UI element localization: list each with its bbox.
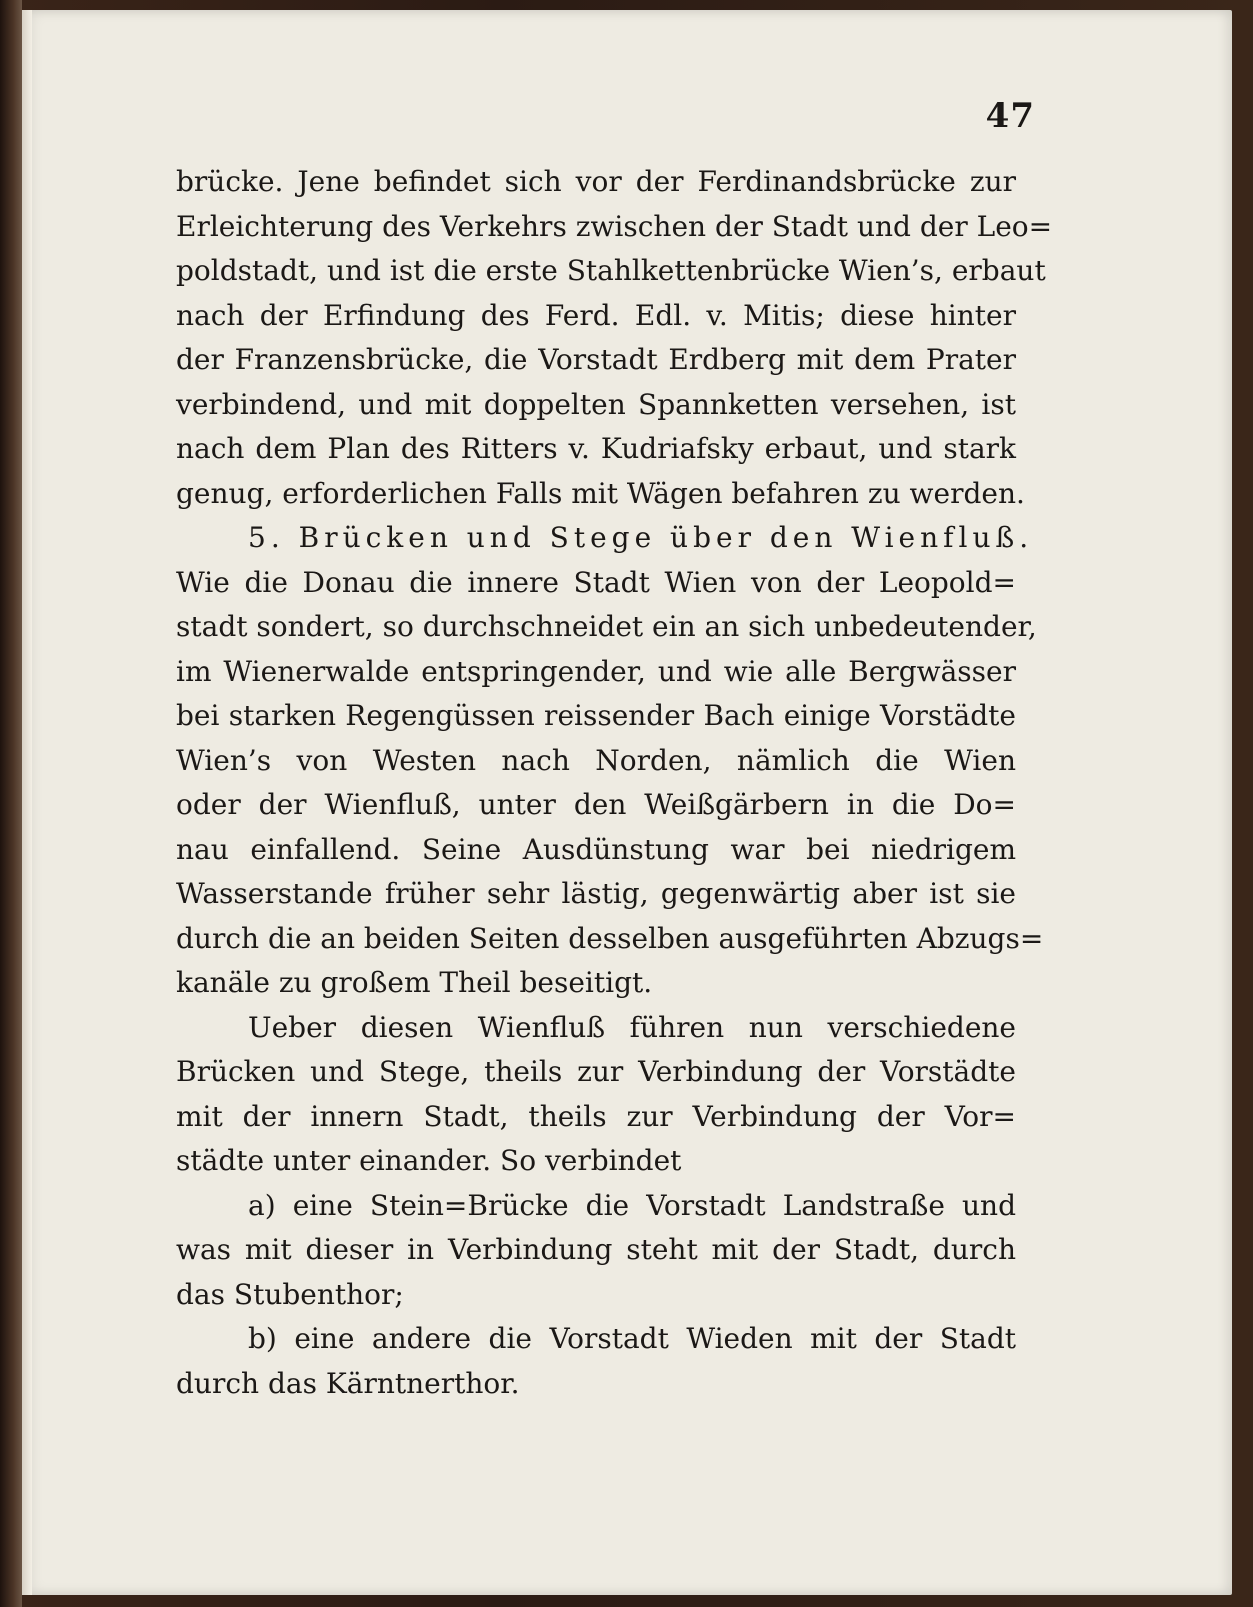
text-line: durch die an beiden Seiten desselben ausgeführten Abzugs= [176, 921, 1044, 955]
book-spine [0, 0, 22, 1607]
text-line: das Stubenthor; [176, 1277, 404, 1311]
text-line: bei starken Regengüssen reissender Bach einige Vorstädte [176, 699, 1016, 732]
text-line: durch das Kärntnerthor. [176, 1366, 520, 1400]
text-line: nach dem Plan des Ritters v. Kudriafsky erbaut, und stark [176, 432, 1016, 465]
text-line: stadt sondert, so durchschneidet ein an sich unbedeutender, [176, 610, 1037, 643]
page-body-text [176, 160, 1053, 1406]
text-line: mit der innern Stadt, theils zur Verbindung der Vor= [176, 1099, 1016, 1133]
page-number: 47 [985, 96, 1035, 136]
text-line: nach der Erfindung des Ferd. Edl. v. Mitis; diese hinter [176, 298, 1016, 332]
text-line: oder der Wienfluß, unter den Weißgärbern in die Do= [176, 788, 1016, 821]
text-line: Wie die Donau die innere Stadt Wien von der Leopold= [176, 565, 1016, 599]
text-line: verbindend, und mit doppelten Spannketten versehen, ist [176, 387, 1016, 421]
page-edge [22, 10, 32, 1595]
text-line: kanäle zu großem Theil beseitigt. [176, 966, 653, 999]
text-line: im Wienerwalde entspringender, und wie alle Bergwässer [176, 654, 1016, 688]
text-line: Wien’s von Westen nach Norden, nämlich die Wien [176, 743, 1016, 777]
text-line: genug, erforderlichen Falls mit Wägen befahren zu werden. [176, 476, 1025, 510]
list-item-a: a) eine Stein=Brücke die Vorstadt Landstraße und [248, 1188, 1016, 1222]
text-line: der Franzensbrücke, die Vorstadt Erdberg mit dem Prater [176, 343, 1016, 376]
text-line: Wasserstande früher sehr lästig, gegenwärtig aber ist sie [176, 877, 1016, 910]
text-line: poldstadt, und ist die erste Stahlkettenbrücke Wien’s, erbaut [176, 254, 1046, 287]
text-line: Erleichterung des Verkehrs zwischen der Stadt und der Leo= [176, 209, 1053, 243]
text-line: nau einfallend. Seine Ausdünstung war bei niedrigem [176, 832, 1016, 866]
text-line: Brücken und Stege, theils zur Verbindung der Vorstädte [176, 1055, 1016, 1088]
text-line: städte unter einander. So verbindet [176, 1144, 682, 1177]
section-heading: 5. Brücken und Stege über den Wienfluß. [248, 521, 1034, 554]
text-line: brücke. Jene befindet sich vor der Ferdinandsbrücke zur [176, 165, 1016, 198]
text-line: was mit dieser in Verbindung steht mit der Stadt, durch [176, 1233, 1016, 1266]
list-item-b: b) eine andere die Vorstadt Wieden mit der Stadt [248, 1322, 1016, 1355]
text-line: Ueber diesen Wienfluß führen nun verschiedene [248, 1010, 1016, 1044]
